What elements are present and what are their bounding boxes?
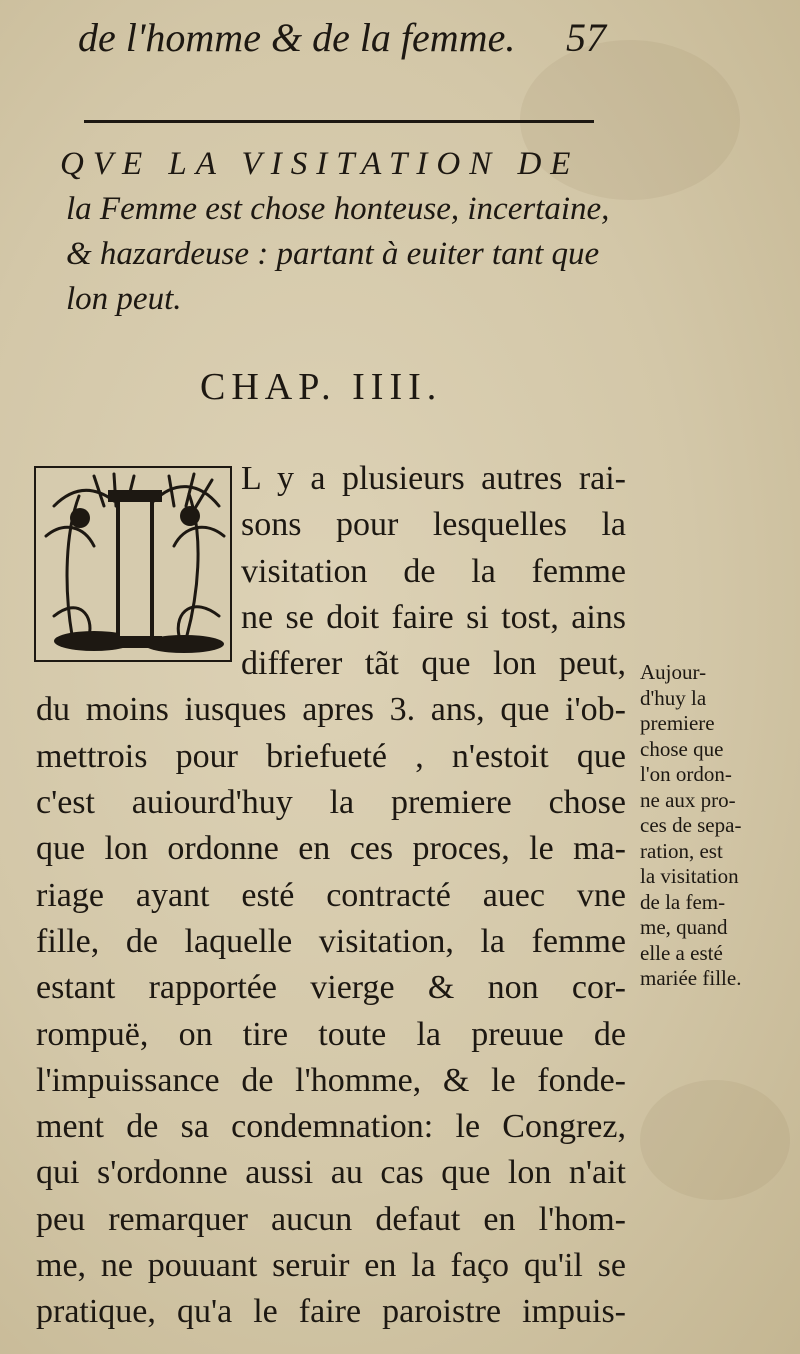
text-line: fille, de laquelle visitation, la femme xyxy=(36,922,626,960)
page-number: 57 xyxy=(566,15,606,60)
margin-note-line: elle a esté xyxy=(640,940,723,965)
text-line: l'impuissance de l'homme, & le fonde- xyxy=(36,1061,626,1099)
margin-note-line: premiere xyxy=(640,711,715,735)
text-line: peu remarquer aucun defaut en l'hom- xyxy=(36,1200,626,1238)
text-line: mettrois pour briefueté , n'estoit que xyxy=(36,737,626,775)
text-line: du moins iusques apres 3. ans, que i'ob- xyxy=(36,691,626,729)
text-line: ne se doit faire si tost, ains xyxy=(241,598,626,636)
text-line: visitation de la femme xyxy=(241,552,626,590)
chapter-title-line: & hazardeuse : partant à euiter tant que xyxy=(66,236,600,272)
running-head-title: de l'homme & de la femme. xyxy=(78,15,516,60)
chapter-title-line: QVE LA VISITATION DE xyxy=(60,146,580,182)
text-line: rompuë, on tire toute la preuue de xyxy=(36,1015,626,1053)
margin-note-line: l'on ordon- xyxy=(640,762,732,786)
text-line: estant rapportée vierge & non cor- xyxy=(36,969,626,1007)
text-line: riage ayant esté contracté auec vne xyxy=(36,876,626,914)
margin-note-line: d'huy la xyxy=(640,685,707,710)
text-line: qui s'ordonne aussi au cas que lon n'ait xyxy=(36,1154,626,1192)
margin-note xyxy=(640,660,790,992)
paper-stain xyxy=(640,1080,790,1200)
margin-note-line: Aujour- xyxy=(640,660,707,684)
body-text xyxy=(36,456,626,1336)
text-line: sons pour lesquelles la xyxy=(241,506,626,544)
text-line: que lon ordonne en ces proces, le ma- xyxy=(36,830,626,868)
margin-note-line: la visitation xyxy=(640,864,739,888)
chapter-number: CHAP. IIII. xyxy=(200,366,443,408)
chapter-title-line: lon peut. xyxy=(66,281,182,317)
margin-note-line: ces de sepa- xyxy=(640,813,742,837)
margin-note-line: de la fem- xyxy=(640,889,726,914)
text-line: ment de sa condemnation: le Congrez, xyxy=(36,1108,626,1146)
running-head xyxy=(78,14,618,74)
margin-note-line: me, quand xyxy=(640,915,728,939)
margin-note-line: chose que xyxy=(640,736,724,761)
chapter-title-line: la Femme est chose honteuse, incertaine, xyxy=(66,191,610,227)
margin-note-line: mariée fille. xyxy=(640,966,742,990)
header-rule xyxy=(84,120,594,123)
chapter-title xyxy=(60,142,630,322)
text-line: me, ne pouuant seruir en la faço qu'il se xyxy=(36,1247,626,1285)
text-line: pratique, qu'a le faire paroistre impuis- xyxy=(36,1293,626,1331)
text-line: c'est auiourd'huy la premiere chose xyxy=(36,784,626,822)
margin-note-line: ration, est xyxy=(640,838,723,863)
margin-note-line: ne aux pro- xyxy=(640,787,736,812)
text-line: L y a plusieurs autres rai- xyxy=(241,460,626,497)
text-line: differer tãt que lon peut, xyxy=(241,645,626,683)
